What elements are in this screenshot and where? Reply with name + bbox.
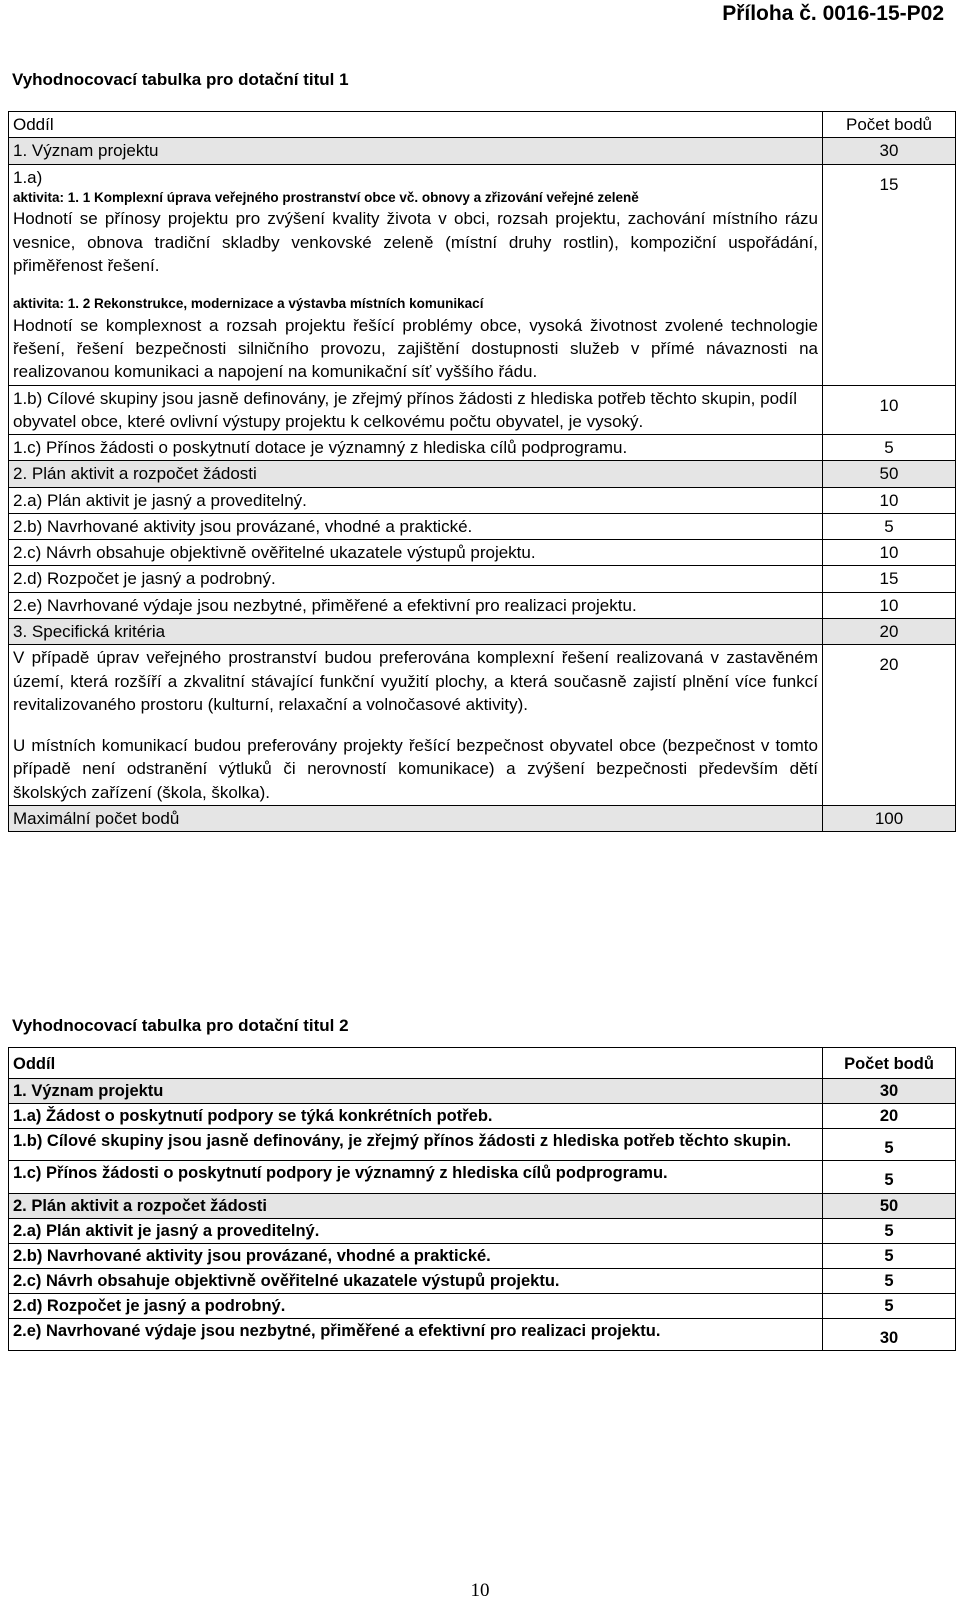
criterion-text: 2.d) Rozpočet je jasný a podrobný.	[9, 566, 823, 592]
section-row	[9, 461, 956, 487]
criterion-text: 1.b) Cílové skupiny jsou jasně definovány, je zřejmý přínos žádosti z hlediska potřeb těchto skupin, podíl obyvatel obce, které ovlivní výstupy projektu k celkovému počtu obyvatel, je vysoký.	[9, 385, 823, 435]
criterion-points: 30	[823, 1319, 956, 1351]
criterion-text: 2.d) Rozpočet je jasný a podrobný.	[9, 1293, 823, 1318]
criterion-text: 1.c) Přínos žádosti o poskytnutí dotace je významný z hlediska cílů podprogramu.	[9, 435, 823, 461]
criterion-text: 1.c) Přínos žádosti o poskytnutí podpory je významný z hlediska cílů podprogramu.	[9, 1161, 823, 1193]
section-points: 50	[823, 461, 956, 487]
criterion-row	[9, 540, 956, 566]
section-points: 20	[823, 619, 956, 645]
criterion-points: 5	[823, 1293, 956, 1318]
criterion-text: 2.e) Navrhované výdaje jsou nezbytné, přiměřené a efektivní pro realizaci projektu.	[9, 592, 823, 618]
criterion-points: 5	[823, 1243, 956, 1268]
table-header-row	[9, 1048, 956, 1079]
table-header-row	[9, 112, 956, 138]
col-header-points: Počet bodů	[823, 1048, 956, 1079]
criterion-row	[9, 645, 956, 806]
criterion-text	[9, 164, 823, 385]
criterion-row	[9, 487, 956, 513]
criterion-points: 5	[823, 1218, 956, 1243]
table2-heading: Vyhodnocovací tabulka pro dotační titul 2	[12, 1016, 349, 1035]
section-row	[9, 619, 956, 645]
criterion-row	[9, 1161, 956, 1193]
evaluation-table-1	[8, 111, 956, 832]
activity-title: aktivita: 1. 2 Rekonstrukce, modernizace a výstavba místních komunikací	[13, 296, 484, 312]
criterion-row	[9, 1319, 956, 1351]
criterion-row	[9, 164, 956, 385]
criterion-points: 5	[823, 1268, 956, 1293]
criterion-row	[9, 1129, 956, 1161]
criterion-row	[9, 592, 956, 618]
section-title: 2. Plán aktivit a rozpočet žádosti	[9, 1193, 823, 1218]
criterion-row	[9, 1104, 956, 1129]
criterion-text: 1.a) Žádost o poskytnutí podpory se týká konkrétních potřeb.	[9, 1104, 823, 1129]
col-header-points: Počet bodů	[823, 112, 956, 138]
criterion-points: 10	[823, 540, 956, 566]
section-points: 30	[823, 1079, 956, 1104]
section-title: 1. Význam projektu	[9, 1079, 823, 1104]
criterion-row	[9, 435, 956, 461]
criterion-text: 2.a) Plán aktivit je jasný a proveditelný.	[9, 487, 823, 513]
criterion-row	[9, 1218, 956, 1243]
activity-description: Hodnotí se komplexnost a rozsah projektu řešící problémy obce, vysoká životnost zvolené technologie řešení, řešení bezpečnosti silničního provozu, zajištění dostupnosti služeb v přímé návaznosti na realizovanou komunikaci a napojení na komunikační síť vyššího řádu.	[13, 315, 818, 382]
section-points: 30	[823, 138, 956, 164]
criterion-row	[9, 1243, 956, 1268]
section-points: 50	[823, 1193, 956, 1218]
section-row	[9, 138, 956, 164]
criterion-points: 5	[823, 435, 956, 461]
criterion-points: 15	[823, 164, 956, 385]
criterion-prefix: 1.a)	[13, 167, 43, 187]
criterion-text: 1.b) Cílové skupiny jsou jasně definovány, je zřejmý přínos žádosti z hlediska potřeb těchto skupin.	[9, 1129, 823, 1161]
page-number: 10	[470, 1580, 490, 1601]
table1-heading: Vyhodnocovací tabulka pro dotační titul 1	[12, 70, 349, 89]
section-row	[9, 1079, 956, 1104]
section-title: 1. Význam projektu	[9, 138, 823, 164]
criterion-points: 5	[823, 1161, 956, 1193]
section-row	[9, 1193, 956, 1218]
total-row	[9, 806, 956, 832]
col-header-section: Oddíl	[9, 1048, 823, 1079]
activity-description: Hodnotí se přínosy projektu pro zvýšení kvality života v obci, rozsah projektu, zachování místního rázu vesnice, obnova tradiční skladby venkovské zeleně (místní druhy rostlin), kompoziční uspořádání, přiměřenost řešení.	[13, 209, 818, 275]
criterion-text: 2.e) Navrhované výdaje jsou nezbytné, přiměřené a efektivní pro realizaci projektu.	[9, 1319, 823, 1351]
criterion-points: 20	[823, 645, 956, 806]
criterion-text: 2.a) Plán aktivit je jasný a proveditelný.	[9, 1218, 823, 1243]
criterion-points: 10	[823, 385, 956, 435]
criterion-points: 15	[823, 566, 956, 592]
col-header-section: Oddíl	[9, 112, 823, 138]
section-title: 3. Specifická kritéria	[9, 619, 823, 645]
criterion-points: 10	[823, 487, 956, 513]
section-title: 2. Plán aktivit a rozpočet žádosti	[9, 461, 823, 487]
criterion-paragraph: V případě úprav veřejného prostranství budou preferována komplexní řešení realizovaná v zastavěném území, která rozšíří a zkvalitní stávající funkční využití plochy, a která současně zajistí plnění více funkcí revitalizovaného prostoru (kulturní, relaxační a volnočasové aktivity).	[13, 648, 818, 714]
activity-title: aktivita: 1. 1 Komplexní úprava veřejného prostranství obce vč. obnovy a zřizování veřejné zeleně	[13, 189, 639, 205]
criterion-text: 2.b) Navrhované aktivity jsou provázané, vhodné a praktické.	[9, 1243, 823, 1268]
criterion-row	[9, 566, 956, 592]
criterion-points: 10	[823, 592, 956, 618]
criterion-text: 2.b) Navrhované aktivity jsou provázané, vhodné a praktické.	[9, 513, 823, 539]
criterion-points: 5	[823, 513, 956, 539]
criterion-text: 2.c) Návrh obsahuje objektivně ověřitelné ukazatele výstupů projektu.	[9, 540, 823, 566]
criterion-points: 5	[823, 1129, 956, 1161]
criterion-row	[9, 513, 956, 539]
criterion-points: 20	[823, 1104, 956, 1129]
criterion-row	[9, 1268, 956, 1293]
annex-label: Příloha č. 0016-15-P02	[722, 2, 944, 25]
evaluation-table-2	[8, 1047, 956, 1351]
total-points: 100	[823, 806, 956, 832]
criterion-row	[9, 385, 956, 435]
criterion-row	[9, 1293, 956, 1318]
total-label: Maximální počet bodů	[9, 806, 823, 832]
criterion-text	[9, 645, 823, 806]
criterion-paragraph: U místních komunikací budou preferovány projekty řešící bezpečnost obyvatel obce (bezpečnost v tomto případě není odstranění výtluků či nerovností komunikace) a zvýšení bezpečnosti především dětí školských zařízení (škola, školka).	[13, 736, 818, 802]
criterion-text: 2.c) Návrh obsahuje objektivně ověřitelné ukazatele výstupů projektu.	[9, 1268, 823, 1293]
